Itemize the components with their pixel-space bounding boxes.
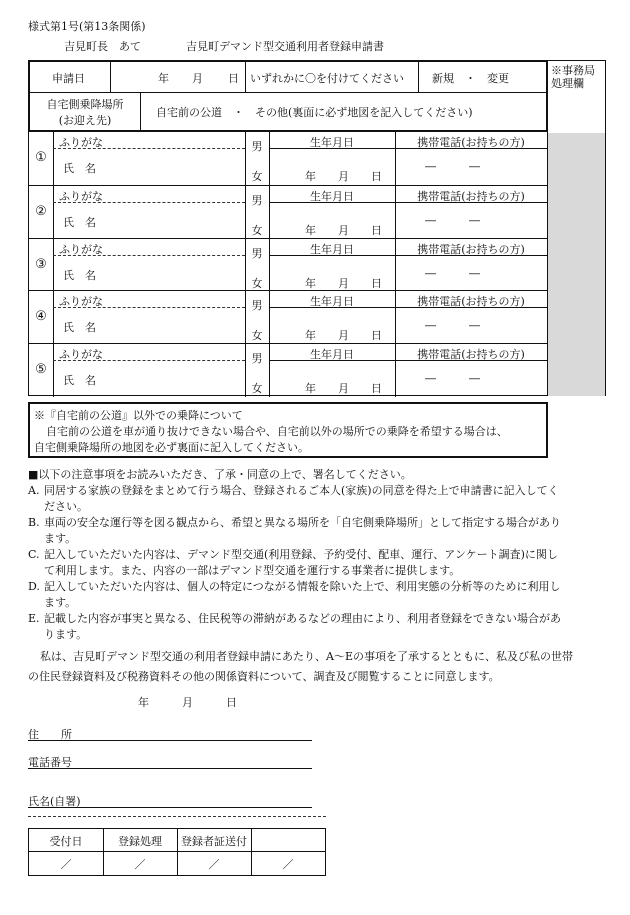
office-use-shade xyxy=(548,133,605,396)
office-table-header: 登録者証送付 xyxy=(181,835,247,848)
pickup-options[interactable]: 自宅前の公道 ・ その他(裏面に必ず地図を記入してください) xyxy=(156,106,473,119)
person-number: ③ xyxy=(35,256,47,272)
birthdate-label: 生年月日 xyxy=(310,189,354,203)
sex-male-option[interactable]: 男 xyxy=(251,140,263,153)
note-line1: 記入していただいた内容は、デマンド型交通(利用登録、予約受付、配車、運行、アンケート調査)に関し xyxy=(44,548,558,561)
note-mark: A. xyxy=(28,484,40,497)
birthdate-input[interactable]: 年 月 日 xyxy=(305,382,382,396)
public-road-note-line2: 自宅側乗降場所の地図を必ず裏面に記入してください。 xyxy=(34,441,309,454)
mobile-phone-input[interactable]: ― ― xyxy=(425,213,480,227)
office-table-date-slash[interactable]: ／ xyxy=(208,858,220,871)
note-mark: E. xyxy=(28,612,40,625)
name-input[interactable] xyxy=(123,256,243,290)
sex-female-option[interactable]: 女 xyxy=(251,170,263,183)
person-number: ② xyxy=(35,203,47,219)
mobile-phone-input[interactable]: ― ― xyxy=(425,319,480,333)
note-line2: ます。 xyxy=(44,596,77,609)
note-line2: て利用します。また、内容の一部はデマンド型交通を運行する事業者に提供します。 xyxy=(44,564,461,577)
note-line2: ます。 xyxy=(44,532,77,545)
note-mark: D. xyxy=(28,580,40,593)
sex-male-option[interactable]: 男 xyxy=(251,352,263,366)
consent-line2: の住民登録資料及び税務資料その他の関係資料について、調査及び閲覧することに同意します。 xyxy=(28,670,500,683)
name-label: 氏 名 xyxy=(63,268,96,282)
note-item xyxy=(28,579,608,611)
address-field[interactable] xyxy=(28,726,312,741)
name-input[interactable] xyxy=(123,361,243,395)
birthdate-label: 生年月日 xyxy=(310,295,354,309)
form-number: 様式第1号(第13条関係) xyxy=(28,20,146,33)
phone-field[interactable] xyxy=(28,754,312,769)
persons-table xyxy=(28,132,548,396)
office-use-label: ※事務局 処理欄 xyxy=(551,64,595,90)
note-line1: 車両の安全な運行等を図る観点から、希望と異なる場所を「自宅側乗降場所」として指定する場合があり xyxy=(44,516,561,529)
name-input[interactable] xyxy=(123,203,243,237)
choose-instruction: いずれかに〇を付けてください xyxy=(250,72,404,85)
pickup-location-label: 自宅側乗降場所 xyxy=(46,98,124,111)
apply-date-day: 日 xyxy=(228,72,239,85)
birthdate-input[interactable]: 年 月 日 xyxy=(305,223,382,237)
note-line1: 記入していただいた内容は、個人の特定につながる情報を除いた上で、利用実態の分析等のために利用し xyxy=(44,580,561,593)
person-row xyxy=(29,290,547,344)
note-line2: ださい。 xyxy=(44,500,88,513)
name-label: 氏 名 xyxy=(63,374,96,388)
furigana-label: ふりがな xyxy=(59,136,103,149)
phone-column-label: 携帯電話(お持ちの方) xyxy=(417,348,525,362)
phone-column-label: 携帯電話(お持ちの方) xyxy=(417,136,525,149)
signature-label: 氏名(自署) xyxy=(28,795,81,808)
note-line1: 同居する家族の登録をまとめて行う場合、登録されるご本人(家族)の同意を得た上で申請書に記入してく xyxy=(44,484,559,497)
sex-female-option[interactable]: 女 xyxy=(251,276,263,290)
furigana-label: ふりがな xyxy=(59,348,103,362)
note-line1: 記載した内容が事実と異なる、住民税等の滞納があるなどの理由により、利用者登録をできない場合があ xyxy=(44,612,561,625)
mobile-phone-input[interactable]: ― ― xyxy=(425,266,480,280)
office-use-column xyxy=(548,60,606,396)
notes-list xyxy=(28,483,608,643)
apply-date-year: 年 xyxy=(158,72,169,85)
sex-female-option[interactable]: 女 xyxy=(251,329,263,343)
name-input[interactable] xyxy=(123,308,243,342)
mobile-phone-input[interactable]: ― ― xyxy=(425,160,480,173)
person-row xyxy=(29,238,547,292)
phone-column-label: 携帯電話(お持ちの方) xyxy=(417,242,525,256)
consent-line1: 私は、吉見町デマンド型交通の利用者登録申請にあたり、A～Eの事項を了承するとともに、私及び私の世帯 xyxy=(40,650,573,663)
office-table-date-slash[interactable]: ／ xyxy=(282,858,294,871)
name-label: 氏 名 xyxy=(63,162,96,175)
form-title: 吉見町デマンド型交通利用者登録申請書 xyxy=(186,40,384,53)
birthdate-label: 生年月日 xyxy=(310,348,354,362)
note-mark: C. xyxy=(28,548,40,561)
notes-intro: ■以下の注意事項をお読みいただき、了承・同意の上で、署名してください。 xyxy=(28,468,412,481)
furigana-label: ふりがな xyxy=(59,295,103,309)
person-number: ① xyxy=(35,150,47,165)
application-header-box xyxy=(28,60,548,132)
note-item xyxy=(28,611,608,643)
furigana-label: ふりがな xyxy=(59,242,103,256)
phone-label: 電話番号 xyxy=(28,756,72,769)
public-road-note-line1: 自宅前の公道を車が通り抜けできない場合や、自宅前以外の場所での乗降を希望する場合は、 xyxy=(46,425,508,438)
address-label: 住 所 xyxy=(28,728,72,741)
furigana-label: ふりがな xyxy=(59,189,103,203)
name-input[interactable] xyxy=(123,149,243,183)
office-table-header: 受付日 xyxy=(49,835,83,848)
addressee: 吉見町長 あて xyxy=(64,40,141,53)
birthdate-label: 生年月日 xyxy=(310,136,354,149)
mobile-phone-input[interactable]: ― ― xyxy=(425,372,480,386)
office-processing-table xyxy=(28,828,326,876)
new-change-choice[interactable]: 新規 ・ 変更 xyxy=(432,72,509,85)
phone-column-label: 携帯電話(お持ちの方) xyxy=(417,189,525,203)
public-road-note-box xyxy=(28,402,548,458)
birthdate-input[interactable]: 年 月 日 xyxy=(305,170,382,183)
birthdate-label: 生年月日 xyxy=(310,242,354,256)
cut-line xyxy=(28,816,326,817)
note-item xyxy=(28,483,608,515)
person-number: ⑤ xyxy=(35,362,47,378)
office-table-header: 登録処理 xyxy=(118,835,162,848)
note-item xyxy=(28,515,608,547)
note-item xyxy=(28,547,608,579)
signature-field[interactable] xyxy=(28,793,312,808)
office-table-date-slash[interactable]: ／ xyxy=(134,858,146,871)
apply-date-month: 月 xyxy=(192,72,203,85)
person-row xyxy=(29,185,547,239)
office-table-date-slash[interactable]: ／ xyxy=(60,858,72,871)
sex-female-option[interactable]: 女 xyxy=(251,223,263,237)
public-road-note-title: ※『自宅前の公道』以外での乗降について xyxy=(34,409,243,422)
phone-column-label: 携帯電話(お持ちの方) xyxy=(417,295,525,309)
sex-female-option[interactable]: 女 xyxy=(251,382,263,396)
apply-date-label: 申請日 xyxy=(52,72,85,85)
sex-male-option[interactable]: 男 xyxy=(251,246,263,260)
consent-date: 年 月 日 xyxy=(138,696,237,709)
birthdate-input[interactable]: 年 月 日 xyxy=(305,276,382,290)
sex-male-option[interactable]: 男 xyxy=(251,193,263,207)
person-row xyxy=(29,132,547,185)
birthdate-input[interactable]: 年 月 日 xyxy=(305,329,382,343)
name-label: 氏 名 xyxy=(63,321,96,335)
name-label: 氏 名 xyxy=(63,215,96,229)
note-line2: ります。 xyxy=(44,628,88,641)
pickup-location-sublabel: (お迎え先) xyxy=(58,114,112,127)
sex-male-option[interactable]: 男 xyxy=(251,299,263,313)
person-number: ④ xyxy=(35,309,47,325)
note-mark: B. xyxy=(28,516,40,529)
person-row xyxy=(29,343,547,397)
